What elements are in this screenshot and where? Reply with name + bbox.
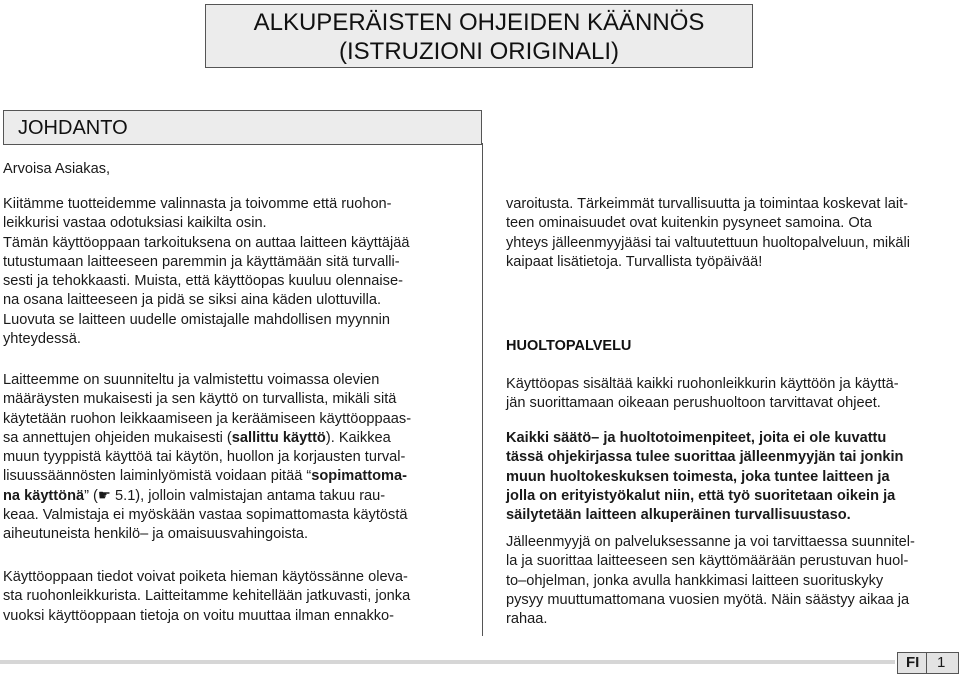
intro-paragraph [3,195,473,349]
text-line: muun huoltokeskuksen toimesta, joka tuntee laitteen ja [506,468,890,485]
text-line: yhteydessä. [3,331,81,348]
footer-rule [0,660,895,664]
text-line: Tämän käyttöoppaan tarkoituksena on auttaa laitteen käyttäjää [3,234,410,251]
text-line: jän suorittamaan oikeaan perushuoltoon tarvittavat ohjeet. [506,395,881,412]
text-line: leikkurisi vastaa odotuksiasi kaikilta osin. [3,215,267,232]
text-line: Kaikki säätö– ja huoltotoimenpiteet, joita ei ole kuvattu [506,430,887,446]
document-title-box [205,4,753,68]
text-line: Jälleenmyyjä on palveluksessanne ja voi tarvittaessa suunnitel- [506,534,915,550]
text-line: yhteys jälleenmyyjääsi tai valtuutettuun huoltopalveluun, mikäli [506,234,910,251]
text-line: jolla on erityistyökalut niin, että työ suoritetaan oikein ja [506,487,896,504]
text-line: varoitusta. Tärkeimmät turvallisuutta ja toimintaa koskevat lait- [506,196,909,212]
service-heading: HUOLTOPALVELU [506,338,632,354]
language-code: FI [906,654,920,671]
text-line: tässä ohjekirjassa tulee suorittaa jälleenmyyjän tai jonkin [506,449,904,466]
text-line [3,467,473,486]
text-line: la ja suorittaa laitteeseen sen käyttömäärään perustuvan huol- [506,553,909,570]
text-run: ” (☛ 5.1), jolloin valmistajan antama takuu rau- [84,487,386,504]
section-header-box [3,110,482,145]
footer-page-box [897,652,959,674]
bold-term: sopimattoma- [311,468,407,485]
text-run: lisuussäännösten laiminlyömistä voidaan pitää “ [3,468,312,485]
document-title-line2: (ISTRUZIONI ORIGINALI) [338,38,619,65]
usage-paragraph [3,371,473,545]
text-line: na osana laitteeseen ja pidä se siksi aina käden ulottuvilla. [3,292,382,309]
document-title-line1: ALKUPERÄISTEN OHJEIDEN KÄÄNNÖS [253,9,705,36]
text-line: Käyttöoppaan tiedot voivat poiketa hieman käytössänne oleva- [3,569,408,585]
text-line: aiheutuneista henkilö– ja omaisuusvahingoista. [3,526,309,543]
text-line: to–ohjelman, jonka avulla hankkimasi laitteen suorituskyky [506,572,884,589]
text-line: sesti ja tehokkaasti. Muista, että käyttöopas kuuluu olennaise- [3,273,403,290]
text-line: määräysten mukaisesti ja sen käyttö on turvallista, mikäli sitä [3,391,397,408]
service-warning-paragraph [506,429,958,525]
text-line: teen ominaisuudet ovat kuitenkin pysyneet samoina. Ota [506,215,872,232]
text-line [3,487,473,506]
text-line: Käyttöopas sisältää kaikki ruohonleikkurin käyttöön ja käyttä- [506,376,899,392]
page-number: 1 [937,654,946,671]
dealer-paragraph [506,533,958,629]
bold-term: na käyttönä [3,487,85,504]
text-line: tutustumaan laitteeseen paremmin ja käyttämään sitä turvalli- [3,253,400,270]
text-line: sta ruohonleikkurista. Laitteitamme kehitellään jatkuvasti, jonka [3,588,411,605]
text-line: keaa. Valmistaja ei myöskään vastaa sopimattomasta käytöstä [3,507,408,524]
text-line: kaipaat lisätietoja. Turvallista työpäivää! [506,253,763,270]
footer-divider [926,653,927,673]
text-line: vuoksi käyttöoppaan tietoja on voitu muuttaa ilman ennakko- [3,607,395,624]
text-line: Laitteemme on suunniteltu ja valmistettu voimassa olevien [3,372,380,388]
text-line: pysyy muuttumattomana vuosien myötä. Näin säästyy aikaa ja [506,591,910,608]
section-title: JOHDANTO [18,117,128,139]
text-run: ). Kaikkea [325,429,391,446]
service-paragraph [506,375,958,414]
bold-term: sallittu käyttö [231,429,326,446]
column-divider [482,143,483,636]
notice-continuation-paragraph [506,195,958,272]
text-line: muun tyyppistä käyttöä tai käytön, huollon ja korjausten turval- [3,449,406,466]
text-line: Luovuta se laitteen uudelle omistajalle mahdollisen myynnin [3,311,390,328]
text-line: säilytetään laitteen alkuperäinen turvallisuustaso. [506,507,851,524]
text-line: Kiitämme tuotteidemme valinnasta ja toivomme että ruohon- [3,196,392,212]
text-line [3,429,473,448]
text-line: käytetään ruohon leikkaamiseen ja keräämiseen käyttöoppaas- [3,410,412,427]
notice-paragraph [3,568,473,626]
text-run: sa annettujen ohjeiden mukaisesti ( [3,429,232,446]
greeting: Arvoisa Asiakas, [3,161,111,177]
text-line: rahaa. [506,611,548,628]
